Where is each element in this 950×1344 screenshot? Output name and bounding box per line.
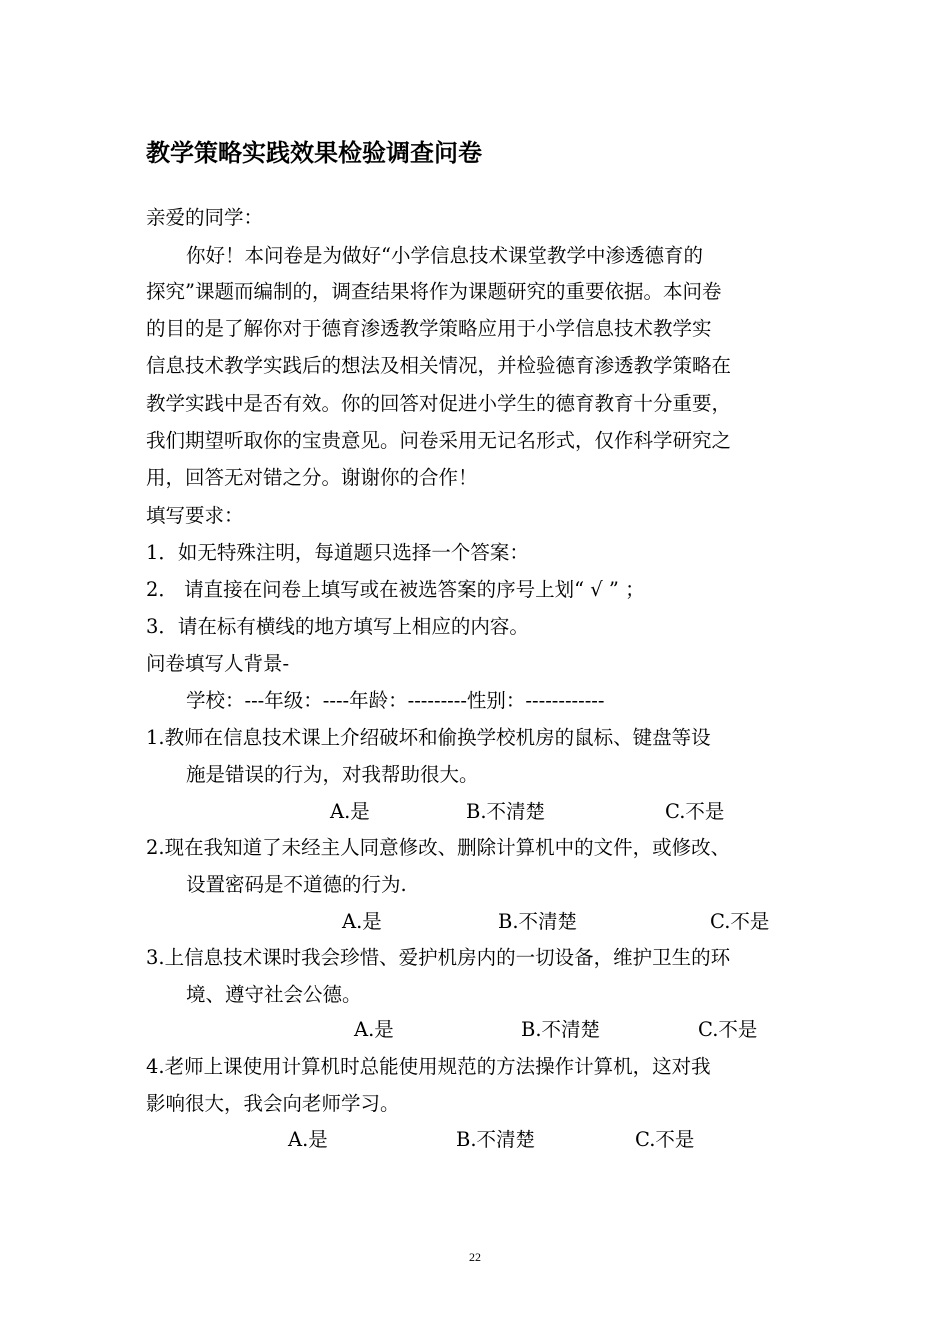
intro-line: 探究”课题而编制的，调查结果将作为课题研究的重要依据。本问卷 [146,280,722,303]
requirement-item: 3．请在标有横线的地方填写上相应的内容。 [146,615,529,638]
question-text: 影响很大，我会向老师学习。 [146,1092,400,1115]
question-text: 境、遵守社会公德。 [186,983,362,1006]
option-c[interactable]: C.不是 [698,1018,758,1041]
question-text: 施是错误的行为，对我帮助很大。 [186,763,479,786]
requirement-item: 1．如无特殊注明，每道题只选择一个答案： [146,541,529,564]
background-fields: 学校：---年级：----年龄：---------性别：------------ [186,689,605,712]
option-a[interactable]: A.是 [288,1128,328,1151]
option-c[interactable]: C.不是 [635,1128,695,1151]
intro-line: 你好！本问卷是为做好“小学信息技术课堂教学中渗透德育的 [186,244,703,267]
option-a[interactable]: A.是 [330,800,370,823]
page-number: 22 [469,1250,481,1264]
option-b[interactable]: B.不清楚 [498,910,578,933]
option-a[interactable]: A.是 [354,1018,394,1041]
intro-line: 信息技术教学实践后的想法及相关情况，并检验德育渗透教学策略在 [146,354,732,377]
question-text: 设置密码是不道德的行为. [186,873,407,896]
option-c[interactable]: C.不是 [665,800,725,823]
intro-line: 的目的是了解你对于德育渗透教学策略应用于小学信息技术教学实 [146,317,712,340]
option-c[interactable]: C.不是 [710,910,770,933]
question-text: 3.上信息技术课时我会珍惜、爱护机房内的一切设备，维护卫生的环 [146,946,731,969]
greeting: 亲爱的同学： [146,206,264,229]
question-text: 1.教师在信息技术课上介绍破坏和偷换学校机房的鼠标、键盘等设 [146,726,711,749]
option-b[interactable]: B.不清楚 [456,1128,536,1151]
intro-line: 教学实践中是否有效。你的回答对促进小学生的德育教育十分重要， [146,392,732,415]
option-b[interactable]: B.不清楚 [466,800,546,823]
page-title: 教学策略实践效果检验调查问卷 [146,139,482,167]
intro-line: 用，回答无对错之分。谢谢你的合作！ [146,466,478,489]
question-text: 4.老师上课使用计算机时总能使用规范的方法操作计算机，这对我 [146,1055,711,1078]
option-a[interactable]: A.是 [342,910,382,933]
requirement-item: 2． 请直接在问卷上填写或在被选答案的序号上划“ √ ” ； [146,578,645,601]
requirements-heading: 填写要求： [146,504,244,527]
intro-line: 我们期望听取你的宝贵意见。问卷采用无记名形式，仅作科学研究之 [146,429,732,452]
background-heading: 问卷填写人背景- [146,652,290,675]
option-b[interactable]: B.不清楚 [521,1018,601,1041]
question-text: 2.现在我知道了未经主人同意修改、删除计算机中的文件，或修改、 [146,836,731,859]
